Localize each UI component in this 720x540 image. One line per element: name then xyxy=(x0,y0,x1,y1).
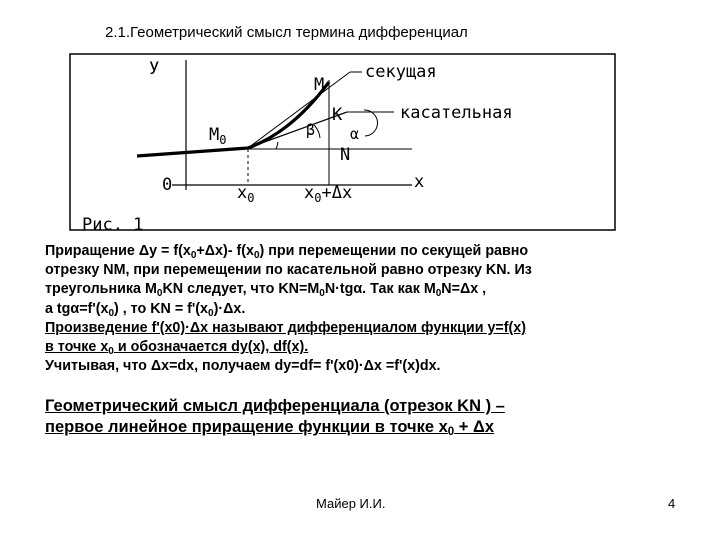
text-line-6: в точке $x_0$ и обозначается dy(x), df(x). xyxy=(45,339,309,358)
conclusion-text xyxy=(45,396,695,438)
figure-svg xyxy=(62,52,622,234)
label-x-axis: х xyxy=(414,172,425,192)
figure-caption: Рис. 1 xyxy=(82,215,144,234)
label-point-m0: $М_0$ xyxy=(209,125,227,147)
footer-author: Майер И.И. xyxy=(316,496,386,511)
slide-title: 2.1.Геометрический смысл термина дифференциал xyxy=(105,24,468,41)
text-line-1: Приращение $\Delta у = f(x_0+\Delta x)-$ $f(x_0)$ при перемещении по секущей равно xyxy=(45,243,529,261)
text-line-2: отрезку NM, при перемещении по касательной равно отрезку KN. Из xyxy=(45,262,532,279)
page-number: 4 xyxy=(668,496,676,511)
text-line-7: Учитывая, что Δx=dx, получаем dy=df= f'(x0)·Δx =f'(x)dx. xyxy=(45,358,441,375)
label-alpha: α xyxy=(350,125,360,143)
label-x0: $х_0$ xyxy=(237,183,255,205)
label-y-axis: У xyxy=(149,59,160,79)
label-beta: β xyxy=(306,121,316,139)
conclusion-line-2: первое линейное приращение функции в точке $x_0 + \Delta x$ xyxy=(45,418,495,438)
conclusion-line-1: Геометрический смысл дифференциала (отрезок KN ) – xyxy=(45,397,505,415)
label-secant: секущая xyxy=(365,62,437,82)
figure-frame xyxy=(70,54,615,230)
label-x0-plus-dx: $х_0+\Delta х$ xyxy=(304,183,353,205)
explanation-text xyxy=(45,242,685,376)
label-point-k: К xyxy=(332,105,343,125)
label-point-m: М xyxy=(314,75,325,95)
text-line-5: Произведение f'(x0)·Δx называют дифференциалом функции y=f(x) xyxy=(45,319,526,336)
figure-differential xyxy=(62,52,622,234)
text-line-3: треугольника $M_0KN$ следует, что $KN=M_0N\cdot tg\alpha$. Так как $M_0N=\Delta x$ , xyxy=(45,281,487,300)
label-point-n: N xyxy=(340,145,351,165)
label-tangent: касательная xyxy=(400,103,513,123)
label-origin: 0 xyxy=(162,175,173,195)
text-line-4: а $tg\alpha=f'(x_0)$ , то KN = $f'(x_0)\cdot\Delta x$. xyxy=(45,300,246,319)
